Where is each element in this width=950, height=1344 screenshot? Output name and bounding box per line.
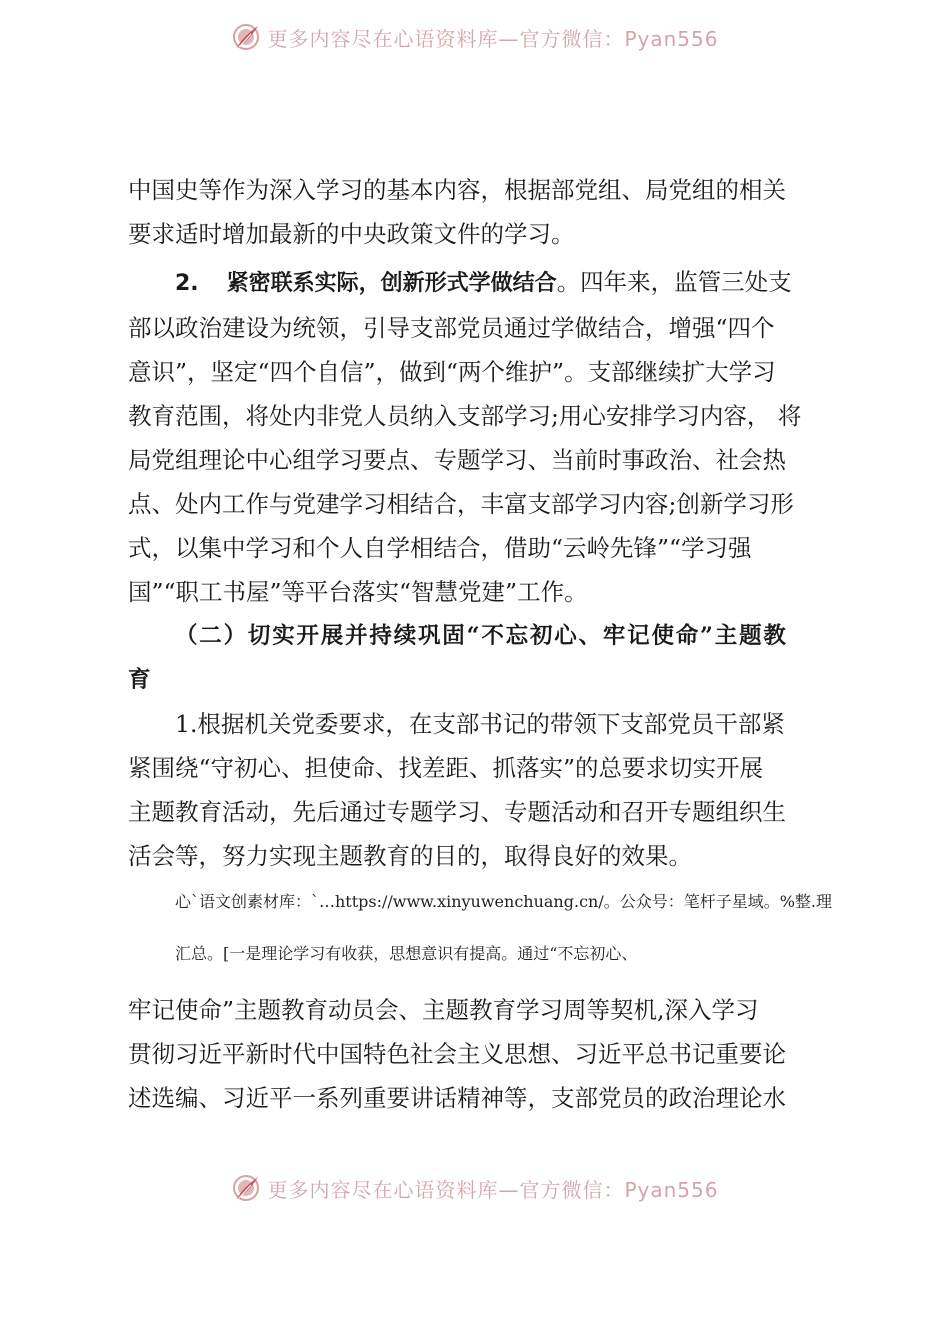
body-line: 中国史等作为深入学习的基本内容，根据部党组、局党组的相关 [128, 176, 786, 204]
feather-pen-seal-icon [231, 22, 261, 52]
top-watermark-banner [0, 17, 950, 57]
body-line: 述选编、习近平一系列重要讲话精神等，支部党员的政治理论水 [128, 1084, 786, 1112]
paragraph-first-line: 1.根据机关党委要求，在支部书记的带领下支部党员干部紧 [175, 710, 785, 738]
document-body [128, 168, 868, 1120]
body-line: 贯彻习近平新时代中国特色社会主义思想、习近平总书记重要论 [128, 1040, 786, 1068]
body-line: 国”“职工书屋”等平台落实“智慧党建”工作。 [128, 578, 588, 606]
body-line: 式，以集中学习和个人自学相结合，借助“云岭先锋”“学习强 [128, 534, 752, 562]
body-line: 主题教育活动，先后通过专题学习、专题活动和召开专题组织生 [128, 798, 786, 826]
body-line: 意识”，坚定“四个自信”，做到“两个维护”。支部继续扩大学习 [128, 358, 776, 386]
body-line: 活会等，努力实现主题教育的目的，取得良好的效果。 [128, 842, 692, 870]
body-line: 牢记使命”主题教育动员会、主题教育学习周等契机,深入学习 [128, 996, 759, 1024]
bottom-watermark-banner [0, 1168, 950, 1208]
body-line: 要求适时增加最新的中央政策文件的学习。 [128, 220, 575, 248]
section-heading: （二）切实开展并持续巩固“不忘初心、牢记使命”主题教 [175, 623, 788, 649]
small-note-line: 汇总。[一是理论学习有收获，思想意识有提高。通过“不忘初心、 [175, 944, 638, 963]
body-line: 紧围绕“守初心、担使命、找差距、抓落实”的总要求切实开展 [128, 754, 764, 782]
item-text: 。四年来，监管三处支 [556, 268, 792, 296]
body-line: 局党组理论中心组学习要点、专题学习、当前时事政治、社会热 [128, 446, 786, 474]
body-line: 部以政治建设为统领，引导支部党员通过学做结合，增强“四个 [128, 314, 775, 342]
item-2-first-line [128, 260, 868, 306]
small-note-line: 心`语文创素材库：`…https://www.xinyuwenchuang.cn/。公众号：笔杆子星域。%整.理 [175, 892, 833, 911]
item-number: 2. [175, 271, 199, 296]
item-title: 紧密联系实际，创新形式学做结合 [226, 271, 557, 296]
section-heading-cont: 育 [128, 667, 153, 693]
body-line: 教育范围，将处内非党人员纳入支部学习;用心安排学习内容， 将 [128, 402, 802, 430]
feather-pen-seal-icon [231, 1173, 261, 1203]
watermark-text: 更多内容尽在心语资料库—官方微信：Pyan556 [267, 1177, 719, 1202]
watermark-text: 更多内容尽在心语资料库—官方微信：Pyan556 [267, 26, 719, 51]
body-line: 点、处内工作与党建学习相结合，丰富支部学习内容;创新学习形 [128, 490, 794, 518]
